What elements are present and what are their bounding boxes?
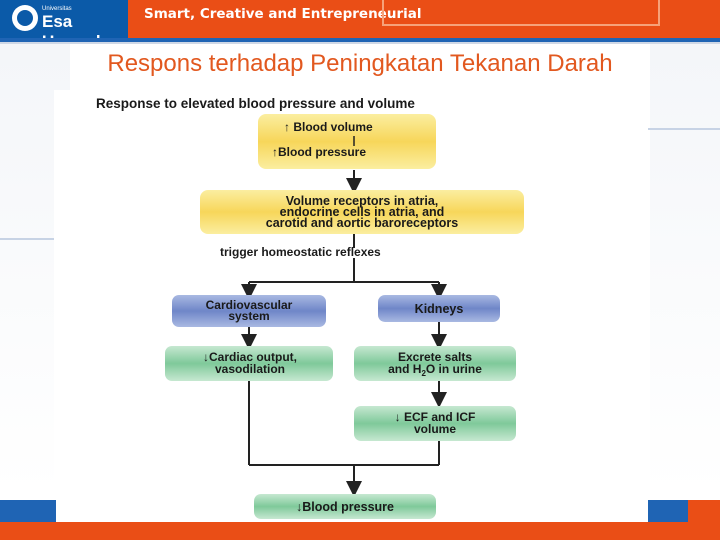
footer-strip-corner: [688, 500, 720, 522]
node-start-line2: ↑Blood pressure: [272, 145, 367, 159]
diagram-title: Response to elevated blood pressure and volume: [96, 96, 415, 111]
header-bar: [0, 0, 720, 38]
university-emblem-icon: [12, 5, 38, 31]
logo-name: Esa: [42, 12, 73, 31]
footer-strip-left: [0, 500, 56, 522]
right-shade: [650, 44, 720, 494]
node-excrete-line2-c: O in urine: [425, 362, 482, 376]
logo: [0, 0, 128, 38]
node-excrete-line2: [388, 362, 482, 378]
node-receptors-line2: endocrine cells in atria, and: [279, 205, 445, 219]
header-decoration: [382, 0, 660, 26]
node-excrete-line2-a: and H: [388, 362, 422, 376]
node-kidneys-label: Kidneys: [414, 302, 464, 316]
left-rule: [0, 238, 54, 240]
logo-small-text: Universitas: [42, 6, 72, 12]
node-cardio-line2: system: [228, 309, 270, 323]
tagline: Smart, Creative and Entrepreneurial: [144, 6, 422, 22]
flowchart-figure: [54, 90, 648, 522]
node-receptors-line1: Volume receptors in atria,: [285, 194, 439, 208]
trigger-label: trigger homeostatic reflexes: [220, 245, 381, 259]
node-ecf-line1: ↓ ECF and ICF: [394, 410, 476, 424]
slide-title: Respons terhadap Peningkatan Tekanan Darah: [107, 50, 613, 77]
node-cardio-line1: Cardiovascular: [205, 298, 293, 312]
right-rule: [648, 128, 720, 130]
node-end-label: ↓Blood pressure: [296, 500, 394, 514]
node-cardiac-line1: ↓Cardiac output,: [202, 350, 298, 364]
node-cardiac-line2: vasodilation: [214, 362, 286, 376]
flowchart-svg: [54, 90, 648, 522]
node-excrete-line2-sub: 2: [421, 369, 426, 378]
footer-bar: [0, 522, 720, 540]
header-stripe-thin: [0, 42, 720, 44]
footer-strip-right: [648, 500, 688, 522]
node-start-line1: ↑ Blood volume: [284, 120, 373, 134]
node-excrete-line1: Excrete salts: [397, 350, 473, 364]
node-receptors-line3: carotid and aortic baroreceptors: [265, 216, 459, 230]
node-ecf-line2: volume: [413, 422, 457, 436]
